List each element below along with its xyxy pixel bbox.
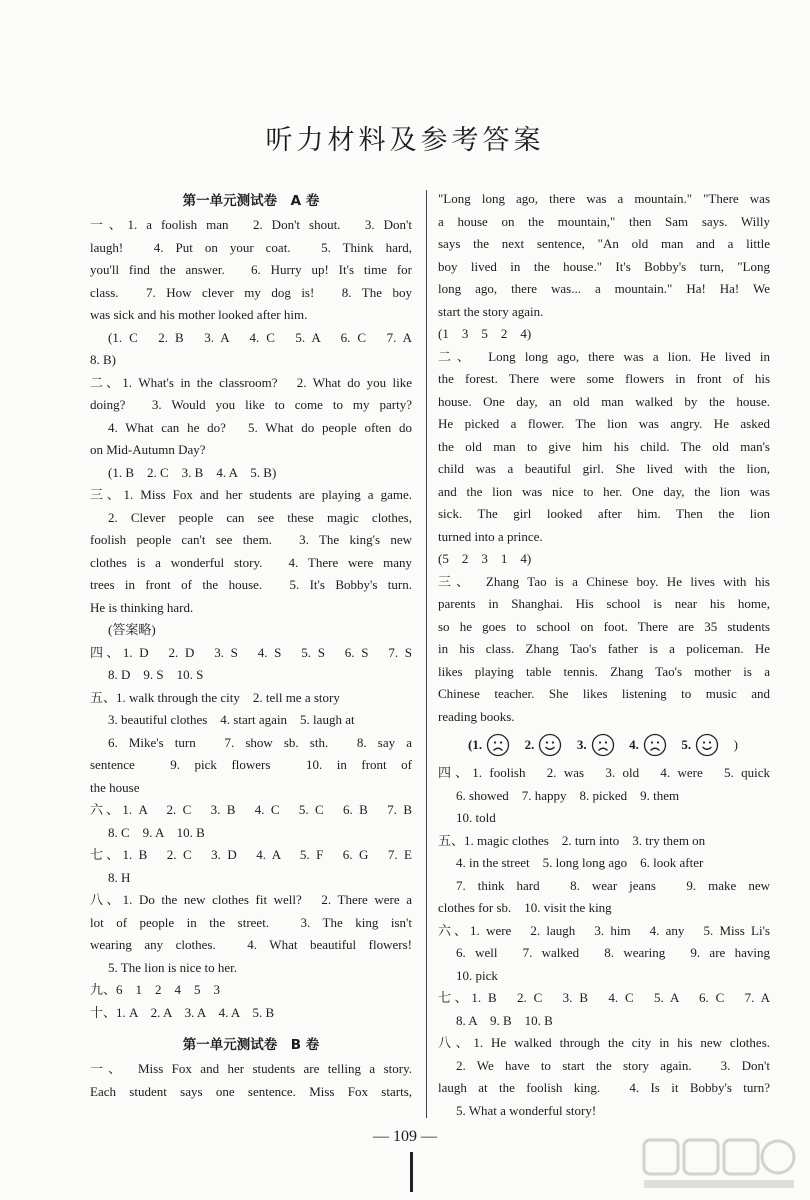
text-line: 4. in the street 5. long long ago 6. look after [456,855,704,870]
text-line: 八、1. Do the new clothes fit well? 2. There were a [90,892,412,907]
text-line: house. One day, an old man walked by the house. [438,393,770,409]
right-column [438,188,770,1122]
text-line: (1 3 5 2 4) [438,326,532,341]
text-line: "Long long ago, there was a mountain." "There was [438,191,770,206]
text-line: 8. C 9. A 10. B [108,824,205,840]
text-line: 8. A 9. B 10. B [456,1012,553,1028]
smiley-face-icon [538,733,562,757]
text-line: and the lion was nice to her. One day, the lion was [438,483,770,499]
face-label: 3. [576,737,587,752]
text-line: 一、 Miss Fox and her students are telling a story. [90,1061,412,1076]
text-line: 六、1. A 2. C 3. B 4. C 5. C 6. B 7. B [90,802,412,817]
page-number: — 109 — [373,1128,437,1145]
text-line: foolish people can't see them. 3. The king's new [90,532,412,547]
faces-answer [438,728,770,762]
text-line: was sick and his mother looked after him. [90,307,308,322]
text-line: 十、1. A 2. A 3. A 4. A 5. B [90,1004,275,1020]
text-line: sentence 9. pick flowers 10. in front of [90,757,412,772]
text-line: 五、1. magic clothes 2. turn into 3. try them on [438,832,706,848]
text-line: 4. What can he do? 5. What do people often do [108,419,412,435]
text-line: boy lived in the house." It's Bobby's turn, "Long [438,258,770,274]
text-line: wearing any clothes. 4. What beautiful flowers! [90,937,412,952]
text-line: so he goes to school on foot. There are 35 students [438,618,770,634]
face-label: ) [733,737,738,752]
text-line: 四、1. foolish 2. was 3. old 4. were 5. quick [438,765,770,780]
text-line: 四、1. D 2. D 3. S 4. S 5. S 6. S 7. S [90,644,412,660]
page-title: 听力材料及参考答案 [265,125,545,156]
text-line: turned into a prince. [438,528,543,544]
text-line: laugh at the foolish king. 4. Is it Bobby's turn? [438,1080,770,1095]
text-line: 五、1. walk through the city 2. tell me a story [90,689,340,705]
text-line: 8. D 9. S 10. S [108,667,204,682]
text-line: (1. C 2. B 3. A 4. C 5. A 6. C 7. A [108,329,412,345]
sad-face-icon [643,733,667,757]
text-line: sick. The girl looked after him. Then the lion [438,506,770,521]
text-line: parents in Shanghai. His school is near his home, [438,596,770,611]
text-line: 10. pick [456,967,498,983]
text-line: 5. What a wonderful story! [456,1102,597,1118]
face-label: 5. [681,737,692,752]
text-line: 七、1. B 2. C 3. D 4. A 5. F 6. G 7. E [90,847,412,862]
section-heading-a: 第一单元测试卷 A 卷 [182,193,320,209]
face-label: (1. [468,737,483,752]
text-line: 2. Clever people can see these magic clothes, [108,509,412,525]
text-line: 三、 Zhang Tao is a Chinese boy. He lives with his [438,573,770,589]
text-line: Each student says one sentence. Miss Fox starts, [90,1083,412,1099]
text-line: likes playing table tennis. Zhang Tao's mother is a [438,663,770,679]
smiley-face-icon [695,733,719,757]
text-line: reading books. [438,708,515,724]
text-line: 2. We have to start the story again. 3. Don't [456,1057,770,1073]
text-line: class. 7. How clever my dog is! 8. The boy [90,284,412,300]
text-line: trees in front of the house. 5. It's Bobby's turn. [90,577,412,592]
text-line: start the story again. [438,303,544,319]
text-line: 7. think hard 8. wear jeans 9. make new [456,877,770,893]
face-label: 2. [524,737,535,752]
answers-b [90,1058,412,1103]
text-line: the house [90,779,140,795]
left-column [90,188,412,1103]
text-line: 九、6 1 2 4 5 3 [90,982,221,997]
text-line: 8. H [108,869,131,885]
text-line: 6. Mike's turn 7. show sb. sth. 8. say a [108,734,412,750]
text-line: 6. showed 7. happy 8. picked 9. them [456,787,680,803]
answers-a [90,214,412,1024]
text-line: clothes is a wonderful story. 4. There were many [90,554,412,570]
text-line: 八、1. He walked through the city in his new clothes. [438,1035,770,1050]
face-label: 4. [629,737,639,752]
text-line: (5 2 3 1 4) [438,551,532,566]
text-line: (1. B 2. C 3. B 4. A 5. B) [108,464,277,480]
text-line: child was a beautiful girl. She lived with the lion, [438,461,770,476]
text-line: says the next sentence, "An old man and a little [438,236,770,251]
text-line: 三、1. Miss Fox and her students are playing a game. [90,487,412,502]
text-line: He picked a flower. The lion was angry. He asked [438,416,770,431]
text-line: 一、1. a foolish man 2. Don't shout. 3. Don't [90,217,412,232]
text-line: the old man to give him his child. The old man's [438,438,770,454]
text-line: (答案略) [108,622,156,637]
text-line: clothes for sb. 10. visit the king [438,900,612,915]
text-line: 二、1. What's in the classroom? 2. What do you like [90,374,412,390]
text-line: long ago, there was... a mountain." Ha! Ha! We [438,281,770,296]
text-line: on Mid-Autumn Day? [90,442,206,457]
text-line: laugh! 4. Put on your coat. 5. Think hard, [90,239,412,255]
text-line: Chinese teacher. She likes listening to music and [438,686,770,701]
text-line: 六、1. were 2. laugh 3. him 4. any 5. Miss Li's [438,922,770,938]
text-line: you'll find the answer. 6. Hurry up! It's time for [90,262,412,277]
answers-b-continued [438,762,770,1122]
text-line: 8. B) [90,352,116,367]
text-line: 10. told [456,810,496,825]
section-heading-b: 第一单元测试卷 B 卷 [182,1037,320,1053]
text-line: lot of people in the street. 3. The king isn't [90,914,412,930]
sad-face-icon [591,733,615,757]
text-line: a house on the mountain," then Sam says. Willy [438,213,770,229]
text-line: 二、 Long long ago, there was a lion. He lived in [438,348,770,364]
text-line: 6. well 7. walked 8. wearing 9. are having [456,945,770,960]
text-line: in his class. Zhang Tao's father is a policeman. He [438,641,770,656]
text-line: He is thinking hard. [90,599,194,615]
watermark-logo [640,1134,800,1194]
text-line: 5. The lion is nice to her. [108,959,238,975]
sad-face-icon [486,733,510,757]
listening-text [438,188,770,728]
column-divider [426,190,427,1118]
text-line: doing? 3. Would you like to come to my party? [90,397,412,412]
text-line: the forest. There were some flowers in front of his [438,371,770,386]
binding-mark [410,1152,413,1192]
text-line: 3. beautiful clothes 4. start again 5. laugh at [108,712,355,727]
text-line: 七、1. B 2. C 3. B 4. C 5. A 6. C 7. A [438,990,770,1005]
